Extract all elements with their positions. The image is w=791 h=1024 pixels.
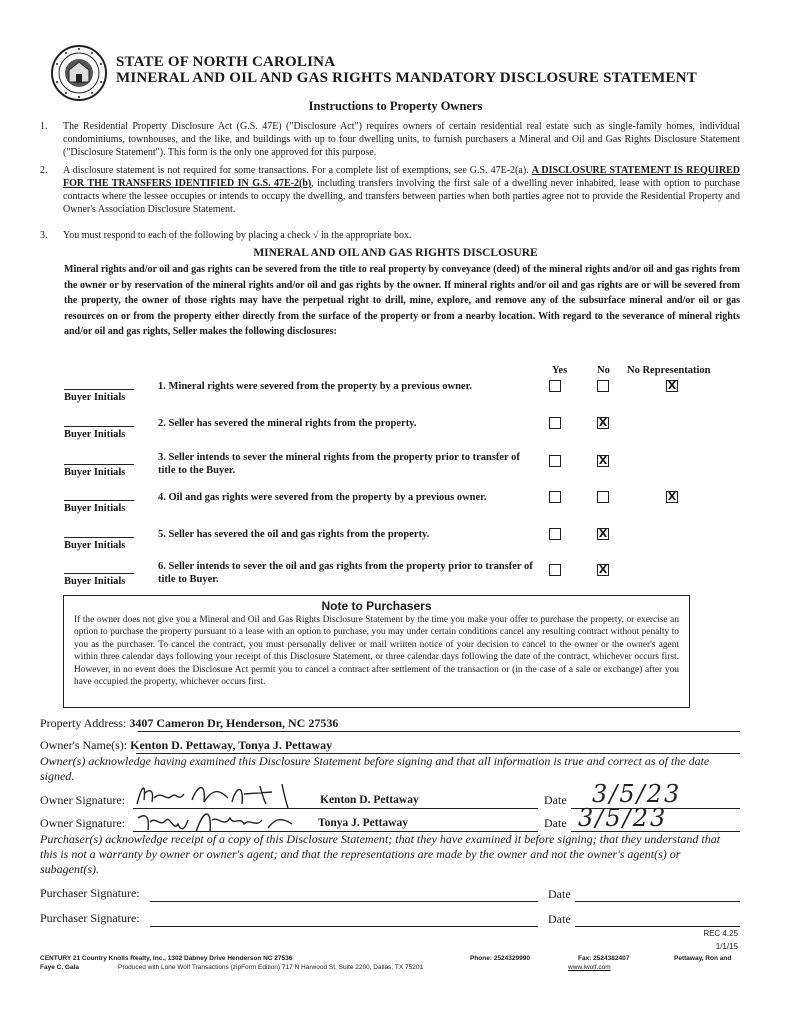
- disclosure-body: Mineral rights and/or oil and gas rights can be severed from the title to real property by conveyance (deed) of the mineral rights and/or oil and gas rights from the owner or by reservation of the mineral rights and/or oil and gas rights by the owner. If mineral rights and/or oil and gas rights are or will be severed from the property, the owner of those rights may have the perpetual right to drill, mine, explore, and remove any of the subsurface mineral and/or oil or gas resources on or from the property either directly from the surface of the property or from a nearby location. With regard to the severance of mineral rights and/or oil and gas rights, Seller makes the following disclosures:: [64, 264, 740, 337]
- footer-fax: Fax: 2524382407: [578, 955, 630, 962]
- note-to-purchasers-box: [63, 595, 690, 708]
- owner1-date[interactable]: 3/5/23: [592, 780, 682, 808]
- checkbox-yes[interactable]: [549, 455, 561, 467]
- buyer-initials-line[interactable]: [64, 464, 134, 465]
- buyer-initials-line[interactable]: [64, 500, 134, 501]
- owner-names-field: [40, 738, 332, 753]
- instruction-item-1: [40, 120, 740, 159]
- footer-website-link[interactable]: www.lwolf.com: [568, 964, 611, 971]
- purchaser2-signature-line[interactable]: [150, 926, 538, 927]
- checkbox-no-rep[interactable]: X: [667, 490, 677, 503]
- instruction-text: You must respond to each of the following by placing a check √ in the appropriate box.: [63, 230, 412, 241]
- purchaser-acknowledgement: Purchaser(s) acknowledge receipt of a copy of this Disclosure Statement; that they have examined it before signing; that they understand that this is not a warranty by owner or owner's agent; and that the representations are made by the owner and not the owner's agent(s) or subagent(s).: [40, 832, 721, 876]
- form-id: REC 4.25: [703, 929, 738, 938]
- note-title: Note to Purchasers: [321, 599, 432, 613]
- checkbox-yes[interactable]: [549, 380, 561, 392]
- buyer-initials-label: Buyer Initials: [64, 392, 126, 403]
- column-header-no-representation: No Representation: [627, 365, 711, 376]
- owner1-name: Kenton D. Pettaway: [320, 794, 419, 806]
- checkbox-no[interactable]: [597, 380, 609, 392]
- property-address-value[interactable]: 3407 Cameron Dr, Henderson, NC 27536: [129, 716, 339, 730]
- owner-names-label: Owner's Name(s):: [40, 738, 128, 752]
- purchaser2-date-label: Date: [548, 912, 571, 926]
- purchaser-signature-label: Purchaser Signature:: [40, 911, 140, 925]
- instruction-text: The Residential Property Disclosure Act (G.S. 47E) ("Disclosure Act") requires owners of certain residential real estate such as single-family homes, individual condominiums, townhouses, and the like, and buildings with up to four dwelling units, to furnish purchasers a Mineral and Oil and Gas Rights Disclosure Statement ("Disclosure Statement"). This form is the only one approved for this purpose.: [63, 121, 740, 158]
- checkbox-no[interactable]: X: [598, 527, 608, 540]
- instruction-text: [63, 164, 740, 216]
- instruction-number: 3.: [40, 230, 48, 241]
- footer-agent: Faye C. Gala: [40, 964, 80, 971]
- owner2-date[interactable]: 3/5/23: [578, 804, 668, 832]
- purchaser1-date-line[interactable]: [575, 901, 740, 902]
- owner-signature-label: Owner Signature:: [40, 816, 125, 830]
- buyer-initials-line[interactable]: [64, 573, 134, 574]
- realtor-seal-logo: [50, 44, 108, 102]
- checkbox-no-rep[interactable]: X: [667, 379, 677, 392]
- checkbox-yes[interactable]: [549, 491, 561, 503]
- buyer-initials-line[interactable]: [64, 537, 134, 538]
- question-text: 4. Oil and gas rights were severed from the property by a previous owner.: [158, 492, 487, 503]
- buyer-initials-label: Buyer Initials: [64, 467, 126, 478]
- question-text: 5. Seller has severed the oil and gas rights from the property.: [158, 529, 430, 540]
- property-address-label: Property Address:: [40, 716, 127, 730]
- disclosure-title: MINERAL AND OIL AND GAS RIGHTS DISCLOSURE: [253, 247, 538, 259]
- checkbox-no[interactable]: [597, 491, 609, 503]
- instructions-title: Instructions to Property Owners: [308, 99, 483, 113]
- question-text: 3. Seller intends to sever the mineral rights from the property prior to transfer of title to the Buyer.: [158, 452, 520, 476]
- instruction-item-2: [40, 164, 740, 216]
- form-state-title: STATE OF NORTH CAROLINA: [116, 54, 336, 70]
- instruction-number: 1.: [40, 121, 48, 132]
- question-text: 2. Seller has severed the mineral rights from the property.: [158, 418, 417, 429]
- buyer-initials-label: Buyer Initials: [64, 540, 126, 551]
- owner-acknowledgement: Owner(s) acknowledge having examined this Disclosure Statement before signing and that all information is true and correct as of the date signed.: [40, 754, 710, 783]
- owner-names-value[interactable]: Kenton D. Pettaway, Tonya J. Pettaway: [130, 738, 333, 752]
- owner1-date-label: Date: [544, 793, 567, 807]
- buyer-initials-label: Buyer Initials: [64, 503, 126, 514]
- footer-brokerage: CENTURY 21 Country Knolls Realty, Inc., 1302 Dabney Drive Henderson NC 27536: [40, 955, 293, 962]
- checkbox-no[interactable]: X: [598, 416, 608, 429]
- buyer-initials-line[interactable]: [64, 426, 134, 427]
- footer-produced-by: Produced with Lone Wolf Transactions (zipForm Edition) 717 N Harwood St, Suite 2200, Dallas, TX 75201: [118, 964, 424, 971]
- owner-signature-label: Owner Signature:: [40, 793, 125, 807]
- column-header-no: No: [597, 365, 610, 376]
- purchaser1-date-label: Date: [548, 887, 571, 901]
- buyer-initials-label: Buyer Initials: [64, 429, 126, 440]
- checkbox-yes[interactable]: [549, 528, 561, 540]
- question-text: 6. Seller intends to sever the oil and gas rights from the property prior to transfer of title to Buyer.: [158, 561, 533, 585]
- instruction-emphasis: A DISCLOSURE STATEMENT IS REQUIRED FOR THE TRANSFERS IDENTIFIED IN G.S. 47E-2(b): [63, 165, 741, 189]
- checkbox-no[interactable]: X: [598, 563, 608, 576]
- column-header-yes: Yes: [552, 365, 568, 376]
- checkbox-no[interactable]: X: [598, 454, 608, 467]
- footer-phone: Phone: 2524329990: [470, 955, 530, 962]
- buyer-initials-line[interactable]: [64, 389, 134, 390]
- purchaser1-signature-line[interactable]: [150, 901, 538, 902]
- instruction-text-part: , including transfers involving the first sale of a dwelling never inhabited, lease with option to purchase contracts where the lessee occupies or intends to occupy the dwelling, and transfers between parties when both parties agree not to provide the Residential Property and Owner's Association Disclosure Statement.: [63, 178, 740, 215]
- buyer-initials-label: Buyer Initials: [64, 576, 126, 587]
- instruction-number: 2.: [40, 165, 48, 176]
- form-date: 1/1/15: [715, 942, 738, 951]
- checkbox-yes[interactable]: [549, 417, 561, 429]
- address-underline: [138, 731, 740, 732]
- purchaser-signature-label: Purchaser Signature:: [40, 886, 140, 900]
- note-body: If the owner does not give you a Mineral and Oil and Gas Rights Disclosure Statement by the time you make your offer to purchase the property, or exercise an option to purchase the property pursuant to a lease with an option to purchase, you may under certain conditions cancel any resulting contract without penalty to you as the purchaser. To cancel the contract, you must personally deliver or mail written notice of your decision to cancel to the owner or the owner's agent within three calendar days following your receipt of this Disclosure Statement, or three calendar days following the date of the contract, whichever occurs first. However, in no event does the Disclosure Act permit you to cancel a contract after settlement of the transaction or (in the case of a sale or exchange) after you have occupied the property, whichever occurs first.: [74, 615, 679, 688]
- owner2-name: Tonya J. Pettaway: [318, 817, 408, 829]
- instruction-text-part: A disclosure statement is not required for some transactions. For a complete list of exemptions, see G.S. 47E-2(a).: [63, 165, 532, 176]
- purchaser2-date-line[interactable]: [575, 926, 740, 927]
- owner2-date-label: Date: [544, 816, 567, 830]
- form-title: MINERAL AND OIL AND GAS RIGHTS MANDATORY DISCLOSURE STATEMENT: [116, 70, 697, 86]
- instruction-item-3: [40, 229, 740, 242]
- property-address-field: [40, 716, 338, 731]
- footer-agent-right: Pettaway, Ron and: [674, 955, 732, 962]
- question-text: 1. Mineral rights were severed from the property by a previous owner.: [158, 381, 472, 392]
- checkbox-yes[interactable]: [549, 564, 561, 576]
